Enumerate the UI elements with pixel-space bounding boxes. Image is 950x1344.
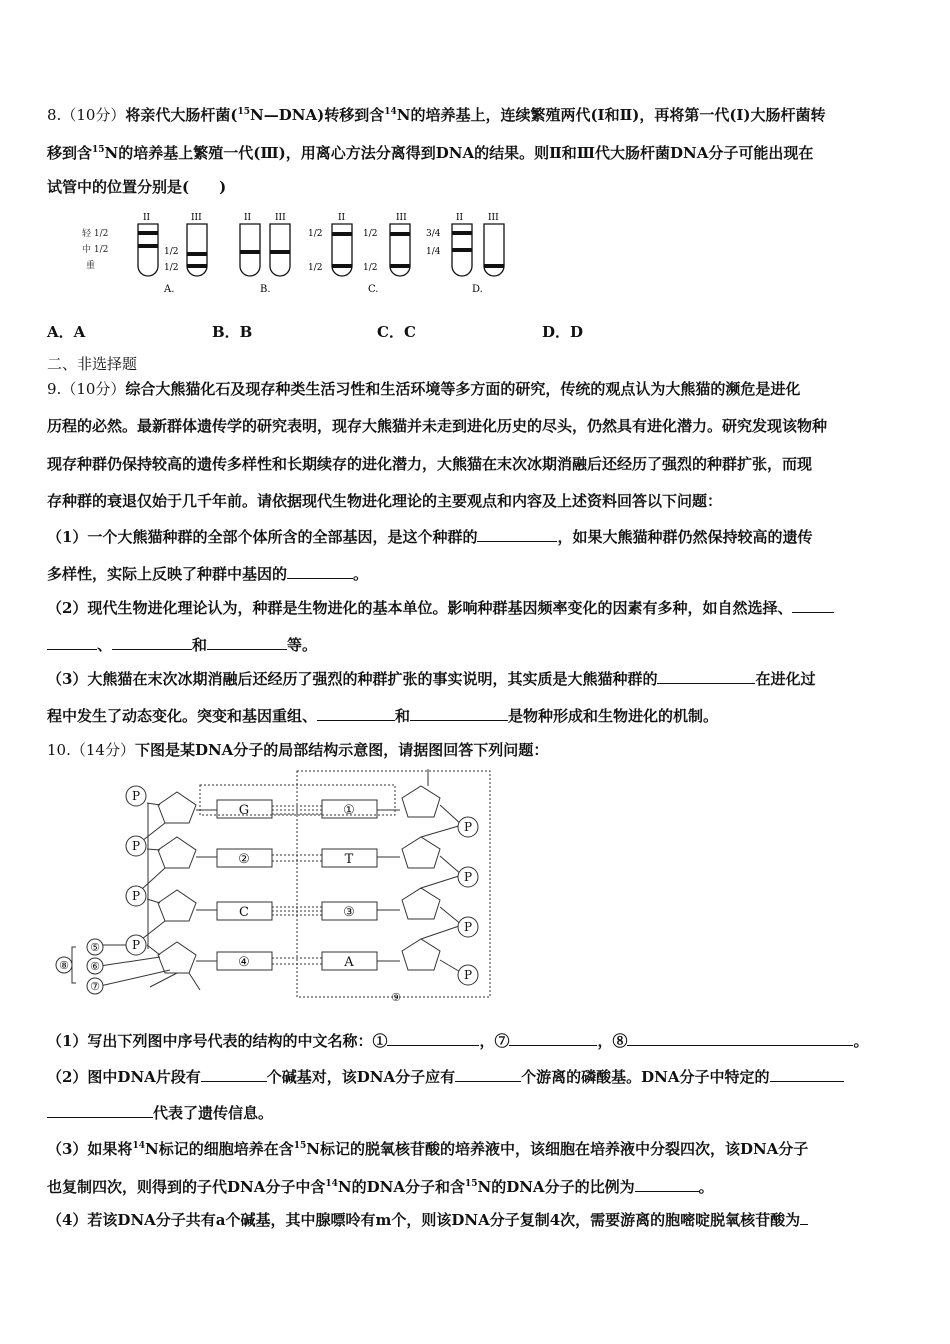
svg-text:II: II bbox=[456, 213, 464, 223]
dna-structure-figure bbox=[50, 765, 500, 1005]
q10-line-1: 10.（14分）下图是某DNA分子的局部结构示意图，请据图回答下列问题： bbox=[47, 741, 549, 759]
q9-line-2: 历程的必然。最新群体遗传学的研究表明，现存大熊猫并未走到进化历史的尽头，仍然具有进化潜力。研究发现该物种 bbox=[47, 417, 828, 435]
option-c[interactable]: C．C bbox=[377, 323, 416, 341]
answer-blank[interactable] bbox=[287, 563, 353, 579]
base-c: C bbox=[239, 905, 249, 920]
answer-blank[interactable] bbox=[627, 1030, 853, 1046]
q8-line-3: 试管中的位置分别是( ) bbox=[47, 178, 227, 196]
q9-number: 9. bbox=[47, 380, 62, 398]
panel-d bbox=[426, 213, 504, 295]
q10-score: （14分） bbox=[70, 741, 135, 759]
svg-text:II: II bbox=[244, 213, 252, 223]
panel-label-c: C. bbox=[368, 284, 379, 295]
answer-blank[interactable] bbox=[410, 705, 508, 721]
phosphate-label: P bbox=[131, 889, 141, 903]
marker-9: ⑨ bbox=[391, 991, 401, 1004]
base-t: T bbox=[344, 852, 354, 867]
q10-part-2-cont: 代表了遗传信息。 bbox=[47, 1102, 273, 1123]
q9-part-2: （2）现代生物进化理论认为，种群是生物进化的基本单位。影响种群基因频率变化的因素有多种，如自然选择、 bbox=[47, 597, 834, 618]
phosphate-label: P bbox=[463, 870, 473, 884]
answer-blank[interactable] bbox=[112, 634, 192, 650]
svg-text:II: II bbox=[143, 213, 151, 223]
base-1: ① bbox=[343, 803, 355, 818]
section-heading: 二、非选择题 bbox=[47, 355, 138, 373]
panel-c bbox=[308, 213, 410, 295]
answer-blank[interactable] bbox=[201, 1066, 267, 1082]
svg-text:1/2: 1/2 bbox=[164, 263, 179, 273]
answer-blank[interactable] bbox=[47, 634, 97, 650]
answer-blank[interactable] bbox=[207, 634, 287, 650]
panel-label-d: D. bbox=[472, 284, 483, 295]
svg-text:III: III bbox=[275, 213, 286, 223]
q9-part-1: （1）一个大熊猫种群的全部个体所含的全部基因，是这个种群的 ，如果大熊猫种群仍然保持较高的遗传 bbox=[47, 528, 813, 546]
q8-line-1: 8.（10分）将亲代大肠杆菌($^{15}$N—DNA)转移到含$^{14}$N的培养基上，连续繁殖两代(Ⅰ和Ⅱ)，再将第一代(Ⅰ)大肠杆菌转 bbox=[47, 106, 826, 124]
answer-blank[interactable] bbox=[509, 1030, 597, 1046]
q8-number: 8. bbox=[47, 106, 62, 124]
q10-part-1: （1）写出下列图中序号代表的结构的中文名称：① ，⑦ ，⑧ 。 bbox=[47, 1032, 869, 1050]
svg-text:1/2: 1/2 bbox=[164, 247, 179, 257]
answer-blank[interactable] bbox=[455, 1066, 521, 1082]
base-4: ④ bbox=[238, 955, 250, 970]
base-g: G bbox=[238, 803, 250, 818]
marker-6: ⑥ bbox=[90, 960, 100, 973]
answer-blank[interactable] bbox=[800, 1209, 808, 1225]
q9-line-1: 9.（10分）综合大熊猫化石及现存种类生活习性和生活环境等多方面的研究，传统的观点认为大熊猫的濒危是进化 bbox=[47, 380, 801, 398]
option-a[interactable]: A．A bbox=[47, 323, 86, 341]
base-a: A bbox=[344, 955, 354, 970]
phosphate-label: P bbox=[131, 839, 141, 853]
q10-number: 10. bbox=[47, 741, 71, 759]
svg-text:1/2: 1/2 bbox=[308, 229, 323, 239]
centrifuge-tubes-figure bbox=[80, 208, 520, 300]
q10-part-3: （3）如果将$^{14}$N标记的细胞培养在含$^{15}$N标记的脱氧核苷酸的培养液中，该细胞在培养液中分裂四次，该DNA分子 bbox=[47, 1140, 809, 1158]
svg-text:III: III bbox=[191, 213, 202, 223]
phosphate-label: P bbox=[463, 820, 473, 834]
panel-label-a: A. bbox=[164, 284, 175, 295]
answer-blank[interactable] bbox=[317, 705, 395, 721]
panel-b bbox=[240, 213, 290, 295]
light-band-label: 轻 1/2 bbox=[82, 229, 109, 239]
q9-score: （10分） bbox=[61, 380, 126, 398]
answer-blank[interactable] bbox=[477, 526, 557, 542]
base-3: ③ bbox=[343, 905, 355, 920]
marker-5: ⑤ bbox=[90, 941, 100, 954]
heavy-band-label: 重 bbox=[86, 261, 96, 271]
panel-a bbox=[138, 213, 207, 295]
answer-blank[interactable] bbox=[635, 1176, 699, 1192]
mid-band-label: 中 1/2 bbox=[82, 245, 109, 255]
answer-blank[interactable] bbox=[47, 1102, 153, 1118]
option-b[interactable]: B．B bbox=[212, 323, 253, 341]
q9-line-4: 存种群的衰退仅始于几千年前。请依据现代生物进化理论的主要观点和内容及上述资料回答以下问题： bbox=[47, 492, 723, 510]
base-2: ② bbox=[238, 852, 250, 867]
q10-part-3-cont: 也复制四次，则得到的子代DNA分子中含$^{14}$N的DNA分子和含$^{15}$N的DNA分子的比例为 。 bbox=[47, 1178, 714, 1196]
phosphate-label: P bbox=[463, 920, 473, 934]
svg-text:III: III bbox=[396, 213, 407, 223]
q9-part-2-cont: 、 和 等。 bbox=[47, 634, 317, 655]
phosphate-label: P bbox=[131, 789, 141, 803]
panel-label-b: B. bbox=[260, 284, 271, 295]
marker-7: ⑦ bbox=[90, 980, 100, 993]
q9-part-1-cont: 多样性，实际上反映了种群中基因的 。 bbox=[47, 565, 369, 583]
answer-blank[interactable] bbox=[770, 1066, 844, 1082]
marker-8: ⑧ bbox=[59, 959, 69, 972]
q9-line-3: 现存种群仍保持较高的遗传多样性和长期续存的进化潜力，大熊猫在末次冰期消融后还经历了强烈的种群扩张，而现 bbox=[47, 455, 813, 473]
svg-text:1/2: 1/2 bbox=[363, 229, 378, 239]
phosphate-label: P bbox=[131, 938, 141, 952]
svg-text:III: III bbox=[488, 213, 499, 223]
answer-blank[interactable] bbox=[657, 668, 755, 684]
svg-text:II: II bbox=[338, 213, 346, 223]
q9-part-3-cont: 程中发生了动态变化。突变和基因重组、 和 是物种形成和生物进化的机制。 bbox=[47, 707, 719, 725]
q9-part-3: （3）大熊猫在末次冰期消融后还经历了强烈的种群扩张的事实说明，其实质是大熊猫种群的 在进化过 bbox=[47, 670, 816, 688]
option-d[interactable]: D．D bbox=[542, 323, 584, 341]
svg-text:3/4: 3/4 bbox=[426, 229, 441, 239]
q8-score: （10分） bbox=[61, 106, 126, 124]
svg-text:1/2: 1/2 bbox=[363, 263, 378, 273]
q8-line-2: 移到含$^{15}$N的培养基上繁殖一代(Ⅲ)，用离心方法分离得到DNA的结果。则Ⅱ和Ⅲ代大肠杆菌DNA分子可能出现在 bbox=[47, 144, 814, 162]
answer-blank[interactable] bbox=[387, 1030, 479, 1046]
q10-part-4: （4）若该DNA分子共有a个碱基，其中腺嘌呤有m个，则该DNA分子复制4次，需要游离的胞嘧啶脱氧核苷酸为 bbox=[47, 1209, 808, 1230]
q10-part-2: （2）图中DNA片段有 个碱基对，该DNA分子应有 个游离的磷酸基。DNA分子中特定的 bbox=[47, 1066, 844, 1087]
svg-text:1/2: 1/2 bbox=[308, 263, 323, 273]
phosphate-label: P bbox=[463, 968, 473, 982]
answer-blank[interactable] bbox=[792, 597, 834, 613]
svg-text:1/4: 1/4 bbox=[426, 247, 441, 257]
